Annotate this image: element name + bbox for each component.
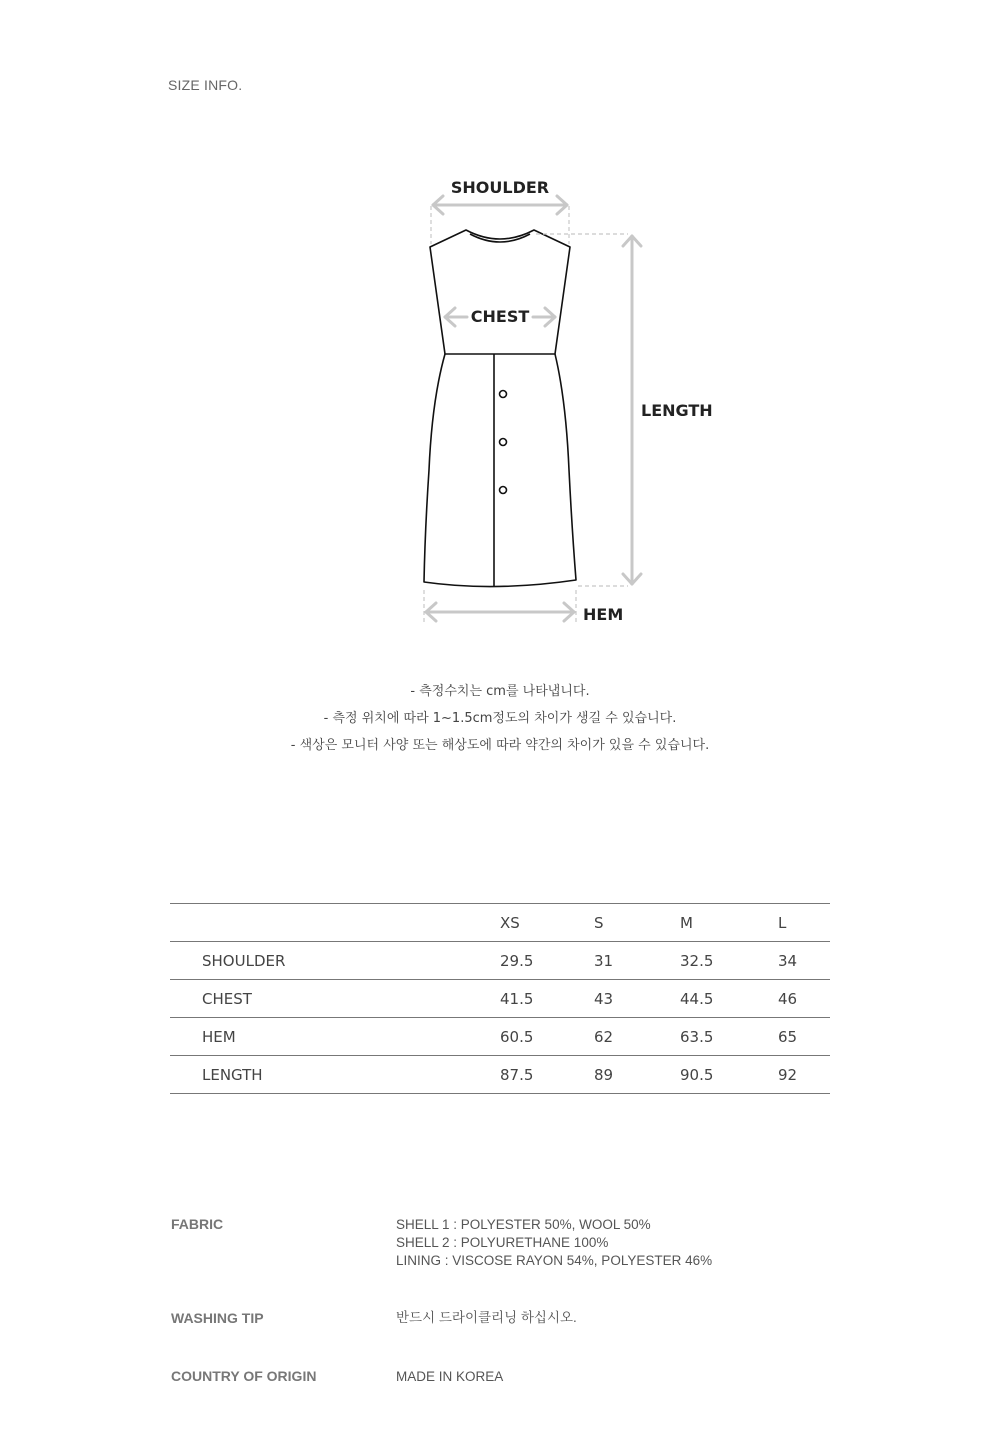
dress-illustration xyxy=(424,230,576,587)
measure-arrows xyxy=(426,196,641,621)
length-label: LENGTH xyxy=(641,401,713,420)
size-table xyxy=(170,903,830,1094)
table-row xyxy=(170,1056,830,1094)
table-cell: 31 xyxy=(594,942,680,980)
header-cell: M xyxy=(680,904,778,942)
table-cell: 43 xyxy=(594,980,680,1018)
note-line: - 색상은 모니터 사양 또는 해상도에 따라 약간의 차이가 있을 수 있습니다. xyxy=(290,738,710,753)
origin-label: COUNTRY OF ORIGIN xyxy=(171,1368,317,1384)
section-title: SIZE INFO. xyxy=(168,77,243,93)
table-cell: 90.5 xyxy=(680,1056,778,1094)
note-line: - 측정수치는 cm를 나타냅니다. xyxy=(410,684,590,699)
header-cell: L xyxy=(778,904,830,942)
table-row xyxy=(170,1018,830,1056)
fabric-label: FABRIC xyxy=(171,1216,224,1232)
fabric-line: SHELL 1 : POLYESTER 50%, WOOL 50% xyxy=(396,1217,651,1232)
size-diagram xyxy=(0,0,1000,660)
table-cell: 65 xyxy=(778,1018,830,1056)
chest-label: CHEST xyxy=(470,307,530,326)
origin-value: MADE IN KOREA xyxy=(396,1369,504,1384)
table-cell: 44.5 xyxy=(680,980,778,1018)
fabric-value xyxy=(396,1216,712,1270)
fabric-line: SHELL 2 : POLYURETHANE 100% xyxy=(396,1235,609,1250)
hem-label: HEM xyxy=(583,605,624,624)
header-cell: S xyxy=(594,904,680,942)
table-cell: 87.5 xyxy=(500,1056,594,1094)
hem-arrow xyxy=(426,603,574,621)
guide-lines xyxy=(424,206,628,622)
table-row xyxy=(170,942,830,980)
row-label: CHEST xyxy=(170,980,500,1018)
row-label: SHOULDER xyxy=(170,942,500,980)
row-label: HEM xyxy=(170,1018,500,1056)
table-cell: 29.5 xyxy=(500,942,594,980)
row-label: LENGTH xyxy=(170,1056,500,1094)
header-cell: XS xyxy=(500,904,594,942)
shoulder-arrow xyxy=(433,196,567,214)
table-row xyxy=(170,980,830,1018)
table-cell: 46 xyxy=(778,980,830,1018)
table-cell: 92 xyxy=(778,1056,830,1094)
washing-tip-label: WASHING TIP xyxy=(171,1310,264,1326)
size-notes xyxy=(0,678,1000,759)
table-header-row xyxy=(170,904,830,942)
header-cell xyxy=(170,904,500,942)
fabric-line: LINING : VISCOSE RAYON 54%, POLYESTER 46% xyxy=(396,1253,713,1268)
shoulder-label: SHOULDER xyxy=(450,178,550,197)
washing-tip-value: 반드시 드라이클리닝 하십시오. xyxy=(396,1310,577,1325)
table-cell: 62 xyxy=(594,1018,680,1056)
note-line: - 측정 위치에 따라 1~1.5cm정도의 차이가 생길 수 있습니다. xyxy=(323,711,677,726)
table-cell: 34 xyxy=(778,942,830,980)
table-cell: 89 xyxy=(594,1056,680,1094)
table-cell: 41.5 xyxy=(500,980,594,1018)
length-arrow xyxy=(623,236,641,584)
table-cell: 32.5 xyxy=(680,942,778,980)
table-cell: 63.5 xyxy=(680,1018,778,1056)
table-cell: 60.5 xyxy=(500,1018,594,1056)
